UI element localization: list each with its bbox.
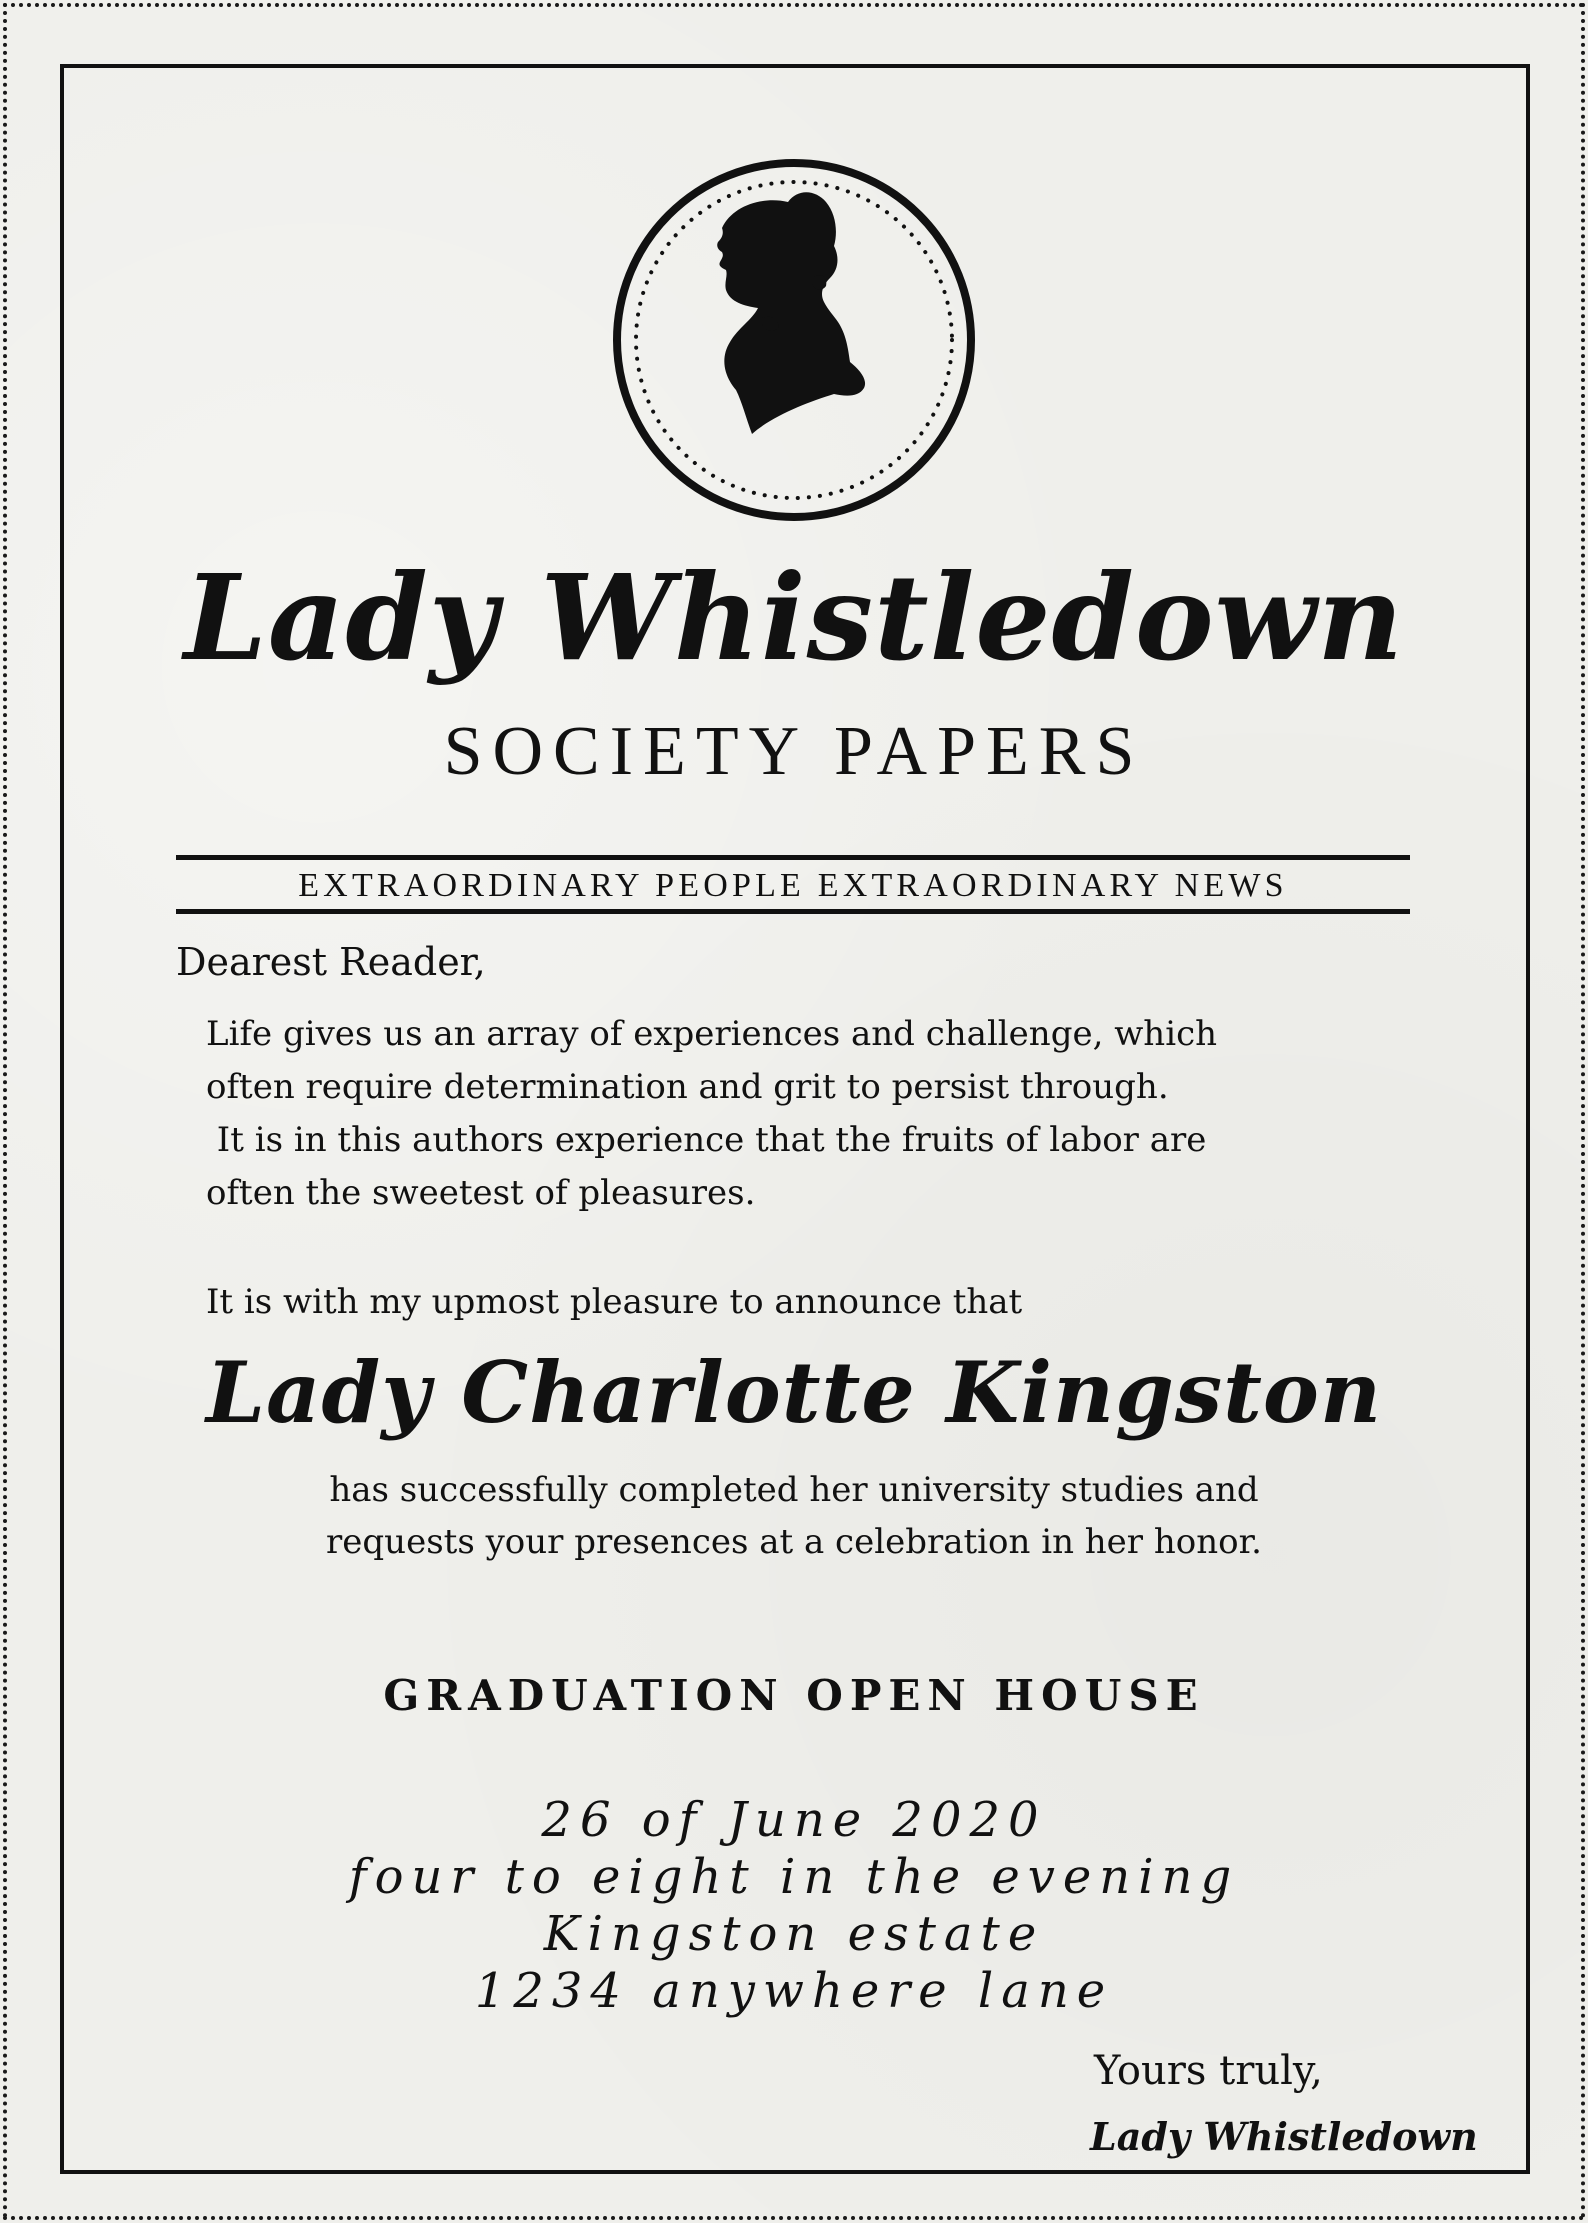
honoree-name: Lady Charlotte Kingston	[205, 1343, 1383, 1442]
masthead-title: Lady Whistledown	[183, 548, 1405, 687]
event-address: 1234 anywhere lane	[474, 1963, 1114, 2019]
event-title: GRADUATION OPEN HOUSE	[383, 1671, 1205, 1720]
signature: Lady Whistledown	[1090, 2114, 1478, 2159]
tagline: EXTRAORDINARY PEOPLE EXTRAORDINARY NEWS	[298, 867, 1288, 904]
letter-paragraph: Life gives us an array of experiences and challenge, which often require determination and grit to persist through. It is in this authors experience that the fruits of labor are often the sweetest of pleasures.	[206, 1014, 1218, 1213]
tagline-rule-bottom	[176, 909, 1410, 914]
event-date: 26 of June 2020	[541, 1792, 1047, 1848]
valediction: Yours truly,	[1094, 2048, 1323, 2094]
tagline-rule-top	[176, 855, 1410, 860]
event-venue: Kingston estate	[543, 1906, 1045, 1962]
event-time: four to eight in the evening	[348, 1849, 1240, 1905]
salutation: Dearest Reader,	[176, 940, 486, 984]
lady-silhouette-cameo-icon	[612, 158, 976, 522]
announcement-text: It is with my upmost pleasure to announce that	[206, 1282, 1023, 1322]
masthead-subtitle: SOCIETY PAPERS	[443, 713, 1145, 790]
letter-paragraph-2: has successfully completed her university studies and requests your presences at a celebration in her honor.	[326, 1470, 1262, 1562]
